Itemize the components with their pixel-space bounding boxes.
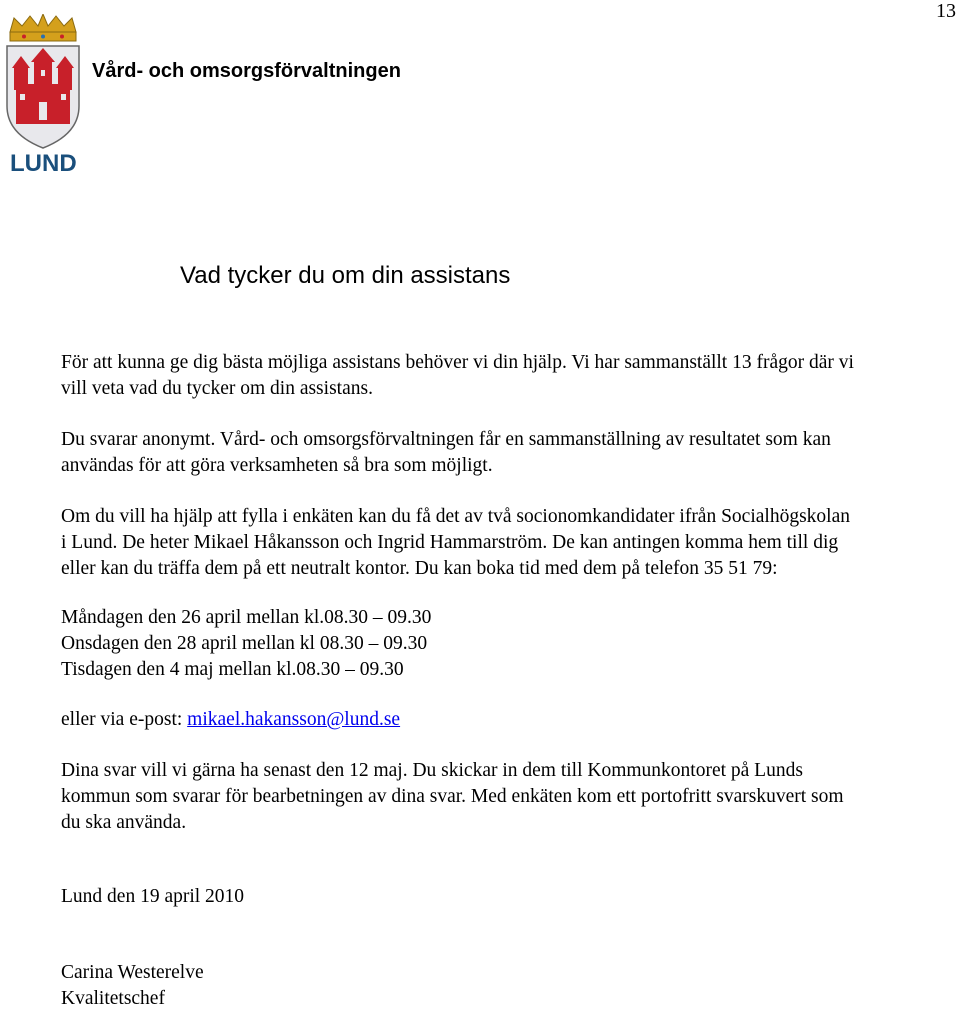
text-line: För att kunna ge dig bästa möjliga assistans behöver vi din hjälp. Vi har sammanställt 13 frågor där vi [61, 352, 854, 373]
text-line: Om du vill ha hjälp att fylla i enkäten kan du få det av två socionomkandidater ifrån Socialhögskolan [61, 506, 850, 527]
help-paragraph [61, 504, 956, 582]
time-slot-monday: Måndagen den 26 april mellan kl.08.30 – 09.30 [61, 607, 432, 628]
email-link[interactable]: mikael.hakansson@lund.se [187, 709, 401, 730]
document-title: Vad tycker du om din assistans [180, 262, 511, 289]
text-line: vill veta vad du tycker om din assistans. [61, 378, 373, 399]
date-line [61, 884, 956, 910]
email-paragraph [61, 707, 956, 733]
intro-paragraph [61, 350, 956, 402]
anonymous-paragraph [61, 427, 956, 479]
page-number: 13 [936, 0, 956, 22]
text-line: Du svarar anonymt. Vård- och omsorgsförvaltningen får en sammanställning av resultatet som kan [61, 429, 831, 450]
text-line: Dina svar vill vi gärna ha senast den 12 maj. Du skickar in dem till Kommunkontoret på Lunds [61, 760, 803, 781]
text-line: du ska använda. [61, 812, 187, 833]
time-slot-wednesday: Onsdagen den 28 april mellan kl 08.30 – 09.30 [61, 633, 428, 654]
coat-of-arms-icon [4, 14, 82, 154]
date-text: Lund den 19 april 2010 [61, 886, 245, 907]
text-line: kommun som svarar för bearbetningen av dina svar. Med enkäten kom ett portofritt svarskuvert som [61, 786, 844, 807]
appointment-times [61, 605, 956, 683]
email-prefix: eller via e-post: [61, 709, 188, 730]
deadline-paragraph [61, 758, 956, 836]
time-slot-tuesday: Tisdagen den 4 maj mellan kl.08.30 – 09.30 [61, 659, 404, 680]
text-line: användas för att göra verksamheten så bra som möjligt. [61, 455, 493, 476]
organization-name: Vård- och omsorgsförvaltningen [92, 60, 401, 82]
text-line: i Lund. De heter Mikael Håkansson och Ingrid Hammarström. De kan antingen komma hem till dig [61, 532, 839, 553]
lund-logo-text: LUND [10, 150, 77, 177]
signature [61, 960, 956, 1012]
signature-name: Carina Westerelve [61, 962, 204, 983]
signature-role: Kvalitetschef [61, 988, 165, 1009]
text-line: eller kan du träffa dem på ett neutralt kontor. Du kan boka tid med dem på telefon 35 51 79: [61, 558, 778, 579]
